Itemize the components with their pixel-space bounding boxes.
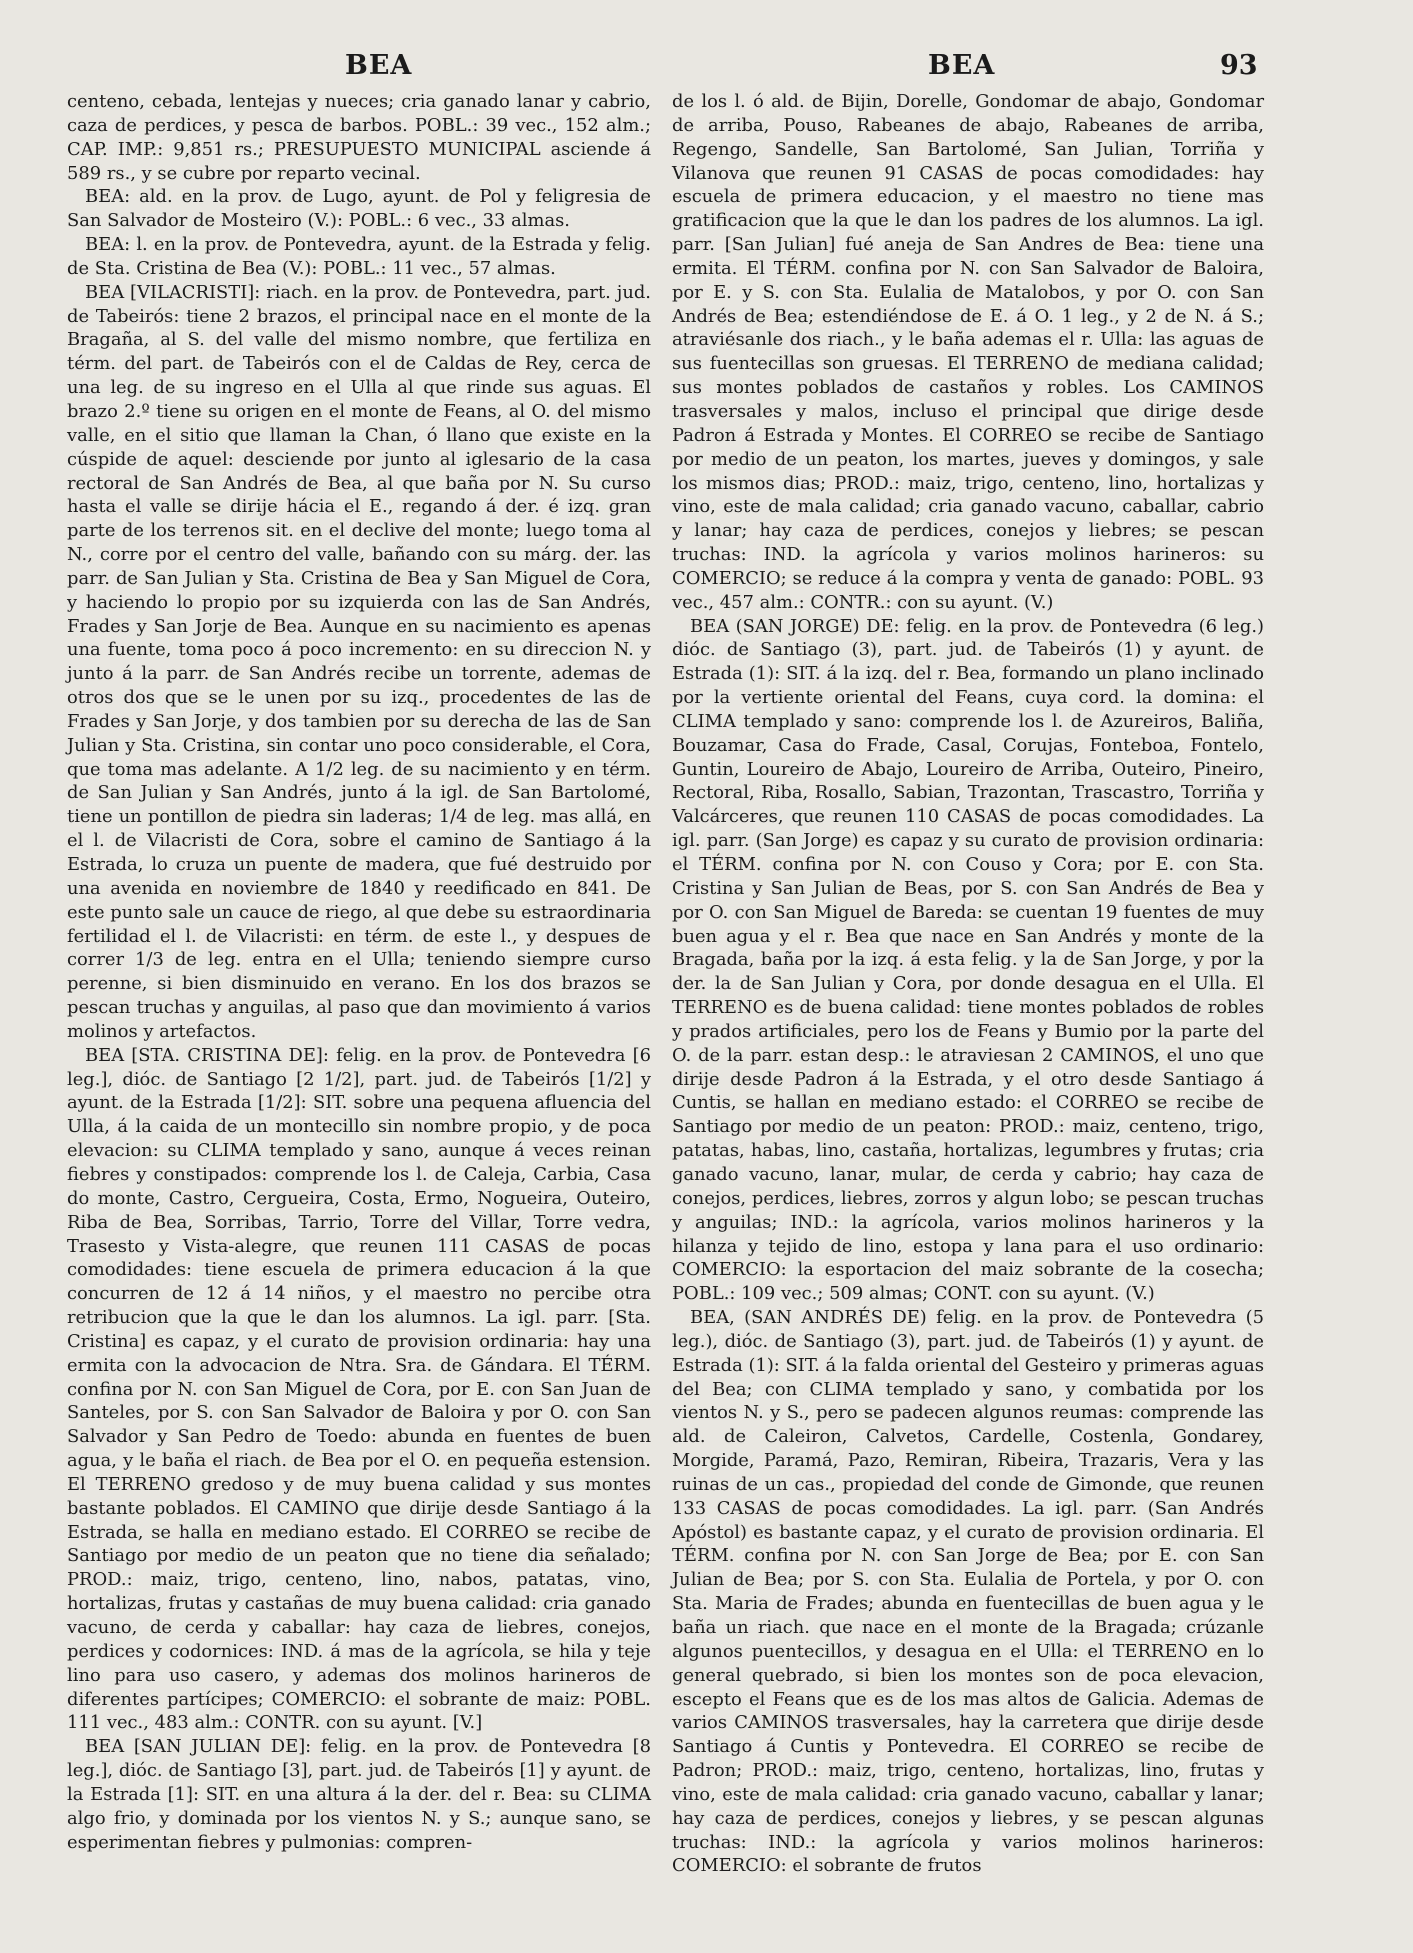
entry-paragraph: de los l. ó ald. de Bijin, Dorelle, Gondomar de abajo, Gondomar de arriba, Pouso, Rabeanes de abajo, Rabeanes de arriba, Regengo, Sandelle, San Bartolomé, San Julian, Torriña y Vilanova que reunen 91 CASAS de pocas comodidades: hay escuela de primera educacion, y el maestro no tiene mas gratificacion que la que le dan los padres de los alumnos. La igl. parr. [San Julian] fué aneja de San Andres de Bea: tiene una ermita. El TÉRM. confina por N. con San Salvador de Baloira, por E. y S. con Sta. Eulalia de Matalobos, y por O. con San Andrés de Bea; estendiéndose de E. á O. 1 leg., y 2 de N. á S.; atraviésanle dos riach., y le baña ademas el r. Ulla: las aguas de sus fuentecillas son gruesas. El TERRENO de mediana calidad; sus montes poblados de castaños y robles. Los CAMINOS trasversales y malos, incluso el principal que dirige desde Padron á Estrada y Montes. El CORREO se recibe de Santiago por medio de un peaton, los martes, jueves y domingos, y sale los mismos dias; PROD.: maiz, trigo, centeno, lino, hortalizas y vino, este de mala calidad; cria ganado vacuno, caballar, cabrio y lanar; hay caza de perdices, conejos y liebres; se pescan truchas: IND. la agrícola y varios molinos harineros: su COMERCIO; se reduce á la compra y venta de ganado: POBL. 93 vec., 457 alm.: CONTR.: con su ayunt. (V.)	[672, 91, 1264, 613]
page-header	[0, 50, 1413, 90]
entry-paragraph: BEA [SAN JULIAN DE]: felig. en la prov. de Pontevedra [8 leg.], dióc. de Santiago [3], part. jud. de Tabeirós [1] y ayunt. de la Estrada [1]: SIT. en una altura á la der. del r. Bea: su CLIMA algo frio, y dominada por los vientos N. y S.; aunque sano, se esperimentan fiebres y pulmonias: compren-	[67, 1736, 651, 1853]
left-column	[67, 90, 651, 1854]
entry-paragraph: BEA [STA. CRISTINA DE]: felig. en la prov. de Pontevedra [6 leg.], dióc. de Santiago [2 1/2], part. jud. de Tabeirós [1/2] y ayunt. de la Estrada [1/2]: SIT. sobre una pequena afluencia del Ulla, á la caida de un montecillo sin nombre propio, y de poca elevacion: su CLIMA templado y sano, aunque á veces reinan fiebres y constipados: comprende los l. de Caleja, Carbia, Casa do monte, Castro, Cergueira, Costa, Ermo, Nogueira, Outeiro, Riba de Bea, Sorribas, Tarrio, Torre del Villar, Torre vedra, Trasesto y Vista-alegre, que reunen 111 CASAS de pocas comodidades: tiene escuela de primera educacion á la que concurren de 12 á 14 niños, y el maestro no percibe otra retribucion que la que le dan los alumnos. La igl. parr. [Sta. Cristina] es capaz, y el curato de provision ordinaria: hay una ermita con la advocacion de Ntra. Sra. de Gándara. El TÉRM. confina por N. con San Miguel de Cora, por E. con San Juan de Santeles, por S. con San Salvador de Baloira y por O. con San Salvador y San Pedro de Toedo: abunda en fuentes de buen agua, y le baña el riach. de Bea por el O. en pequeña estension. El TERRENO gredoso y de muy buena calidad y sus montes bastante poblados. El CAMINO que dirije desde Santiago á la Estrada, se halla en mediano estado. El CORREO se recibe de Santiago por medio de un peaton que no tiene dia señalado; PROD.: maiz, trigo, centeno, lino, nabos, patatas, vino, hortalizas, frutas y castañas de muy buena calidad: cria ganado vacuno, de cerda y caballar: hay caza de liebres, conejos, perdices y codornices: IND. á mas de la agrícola, se hila y teje lino para uso casero, y ademas dos molinos harineros de diferentes partícipes; COMERCIO: el sobrante de maiz: POBL. 111 vec., 483 alm.: CONTR. con su ayunt. [V.]	[67, 1044, 651, 1734]
right-column	[672, 90, 1264, 1878]
entry-paragraph: centeno, cebada, lentejas y nueces; cria ganado lanar y cabrio, caza de perdices, y pesca de barbos. POBL.: 39 vec., 152 alm.; CAP. IMP.: 9,851 rs.; PRESUPUESTO MUNICIPAL asciende á 589 rs., y se cubre por reparto vecinal.	[67, 91, 651, 184]
running-head-left: BEA	[345, 50, 413, 81]
entry-paragraph: BEA, (SAN ANDRÉS DE) felig. en la prov. de Pontevedra (5 leg.), dióc. de Santiago (3), part. jud. de Tabeirós (1) y ayunt. de Estrada (1): SIT. á la falda oriental del Gesteiro y primeras aguas del Bea; con CLIMA templado y sano, y combatida por los vientos N. y S., pero se padecen algunos reumas: comprende las ald. de Caleiron, Calvetos, Cardelle, Costenla, Gondarey, Morgide, Paramá, Pazo, Remiran, Ribeira, Trazaris, Vera y las ruinas de un cas., propiedad del conde de Gimonde, que reunen 133 CASAS de pocas comodidades. La igl. parr. (San Andrés Apóstol) es bastante capaz, y el curato de provision ordinaria. El TÉRM. confina por N. con San Jorge de Bea; por E. con San Julian de Bea; por S. con Sta. Eulalia de Portela, y por O. con Sta. Maria de Frades; abunda en fuentecillas de buen agua y le baña un riach. que nace en el monte de la Bragada; crúzanle algunos puentecillos, y desagua en el Ulla: el TERRENO en lo general quebrado, si bien los montes son de poca elevacion, escepto el Feans que es de los mas altos de Galicia. Ademas de varios CAMINOS trasversales, hay la carretera que dirije desde Santiago á Cuntis y Pontevedra. El CORREO se recibe de Padron; PROD.: maiz, trigo, centeno, hortalizas, lino, frutas y vino, este de mala calidad: cria ganado vacuno, caballar y lanar; hay caza de perdices, conejos y liebres, y se pescan algunas truchas: IND.: la agrícola y varios molinos harineros: COMERCIO: el sobrante de frutos	[672, 1307, 1264, 1877]
entry-paragraph: BEA: ald. en la prov. de Lugo, ayunt. de Pol y feligresia de San Salvador de Mosteiro (V.): POBL.: 6 vec., 33 almas.	[67, 186, 651, 232]
page-number: 93	[1220, 50, 1258, 81]
entry-paragraph: BEA (SAN JORGE) DE: felig. en la prov. de Pontevedra (6 leg.) dióc. de Santiago (3), part. jud. de Tabeirós (1) y ayunt. de Estrada (1): SIT. á la izq. del r. Bea, formando un plano inclinado por la vertiente oriental del Feans, cuya cord. la domina: el CLIMA templado y sano: comprende los l. de Azureiros, Baliña, Bouzamar, Casa do Frade, Casal, Corujas, Fonteboa, Fontelo, Guntin, Loureiro de Abajo, Loureiro de Arriba, Outeiro, Pineiro, Rectoral, Riba, Rosallo, Sabian, Trazontan, Trascastro, Torriña y Valcárceres, que reunen 110 CASAS de pocas comodidades. La igl. parr. (San Jorge) es capaz y su curato de provision ordinaria: el TÉRM. confina por N. con Couso y Cora; por E. con Sta. Cristina y San Julian de Beas, por S. con San Andrés de Bea y por O. con San Miguel de Bareda: se cuentan 19 fuentes de muy buen agua y el r. Bea que nace en San Andrés y monte de la Bragada, baña por la izq. á esta felig. y la de San Jorge, y por la der. la de San Julian y Cora, por donde desagua en el Ulla. El TERRENO es de buena calidad: tiene montes poblados de robles y prados artificiales, pero los de Feans y Bumio por la parte del O. de la parr. estan desp.: le atraviesan 2 CAMINOS, el uno que dirije desde Padron á la Estrada, y el otro desde Santiago á Cuntis, se hallan en mediano estado: el CORREO se recibe de Santiago por medio de un peaton: PROD.: maiz, centeno, trigo, patatas, habas, lino, castaña, hortalizas, legumbres y frutas; cria ganado vacuno, lanar, mular, de cerda y cabrio; hay caza de conejos, perdices, liebres, zorros y algun lobo; se pescan truchas y anguilas; IND.: la agrícola, varios molinos harineros y la hilanza y tejido de lino, estopa y lana para el uso ordinario: COMERCIO: la esportacion del maiz sobrante de la cosecha; POBL.: 109 vec.; 509 almas; CONT. con su ayunt. (V.)	[672, 615, 1264, 1305]
entry-paragraph: BEA [VILACRISTI]: riach. en la prov. de Pontevedra, part. jud. de Tabeirós: tiene 2 brazos, el principal nace en el monte de la Bragaña, al S. del valle del mismo nombre, que fertiliza en térm. del part. de Tabeirós con el de Caldas de Rey, cerca de una leg. de su ingreso en el Ulla al que rinde sus aguas. El brazo 2.º tiene su origen en el monte de Feans, al O. del mismo valle, en el sitio que llaman la Chan, ó llano que existe en la cúspide de aquel: desciende por junto al iglesario de la casa rectoral de San Andrés de Bea, al que baña por N. Su curso hasta el valle se dirije hácia el E., regando á der. é izq. gran parte de los terrenos sit. en el declive del monte; luego toma al N., corre por el centro del valle, bañando con su márg. der. las parr. de San Julian y Sta. Cristina de Bea y San Miguel de Cora, y haciendo lo propio por su izquierda con las de San Andrés, Frades y San Jorje de Bea. Aunque en su nacimiento es apenas una fuente, toma poco á poco incremento: en su direccion N. y junto á la parr. de San Andrés recibe un torrente, ademas de otros dos que se le unen por su izq., procedentes de las de Frades y San Jorje, y dos tambien por su derecha de las de San Julian y Sta. Cristina, sin contar uno poco considerable, el Cora, que toma mas adelante. A 1/2 leg. de su nacimiento y en térm. de San Julian y San Andrés, junto á la igl. de San Bartolomé, tiene un pontillon de piedra sin laderas; 1/4 de leg. mas allá, en el l. de Vilacristi de Cora, sobre el camino de Santiago á la Estrada, lo cruza un puente de madera, que fué destruido por una avenida en noviembre de 1840 y reedificado en 841. De este punto sale un cauce de riego, al que debe su estraordinaria fertilidad el l. de Vilacristi: en térm. de este l., y despues de correr 1/3 de leg. entra en el Ulla; teniendo siempre curso perenne, si bien disminuido en verano. En los dos brazos se pescan truchas y anguilas, al paso que dan movimiento á varios molinos y artefactos.	[67, 281, 651, 1042]
entry-paragraph: BEA: l. en la prov. de Pontevedra, ayunt. de la Estrada y felig. de Sta. Cristina de Bea (V.): POBL.: 11 vec., 57 almas.	[67, 234, 651, 279]
running-head-right: BEA	[928, 50, 996, 81]
